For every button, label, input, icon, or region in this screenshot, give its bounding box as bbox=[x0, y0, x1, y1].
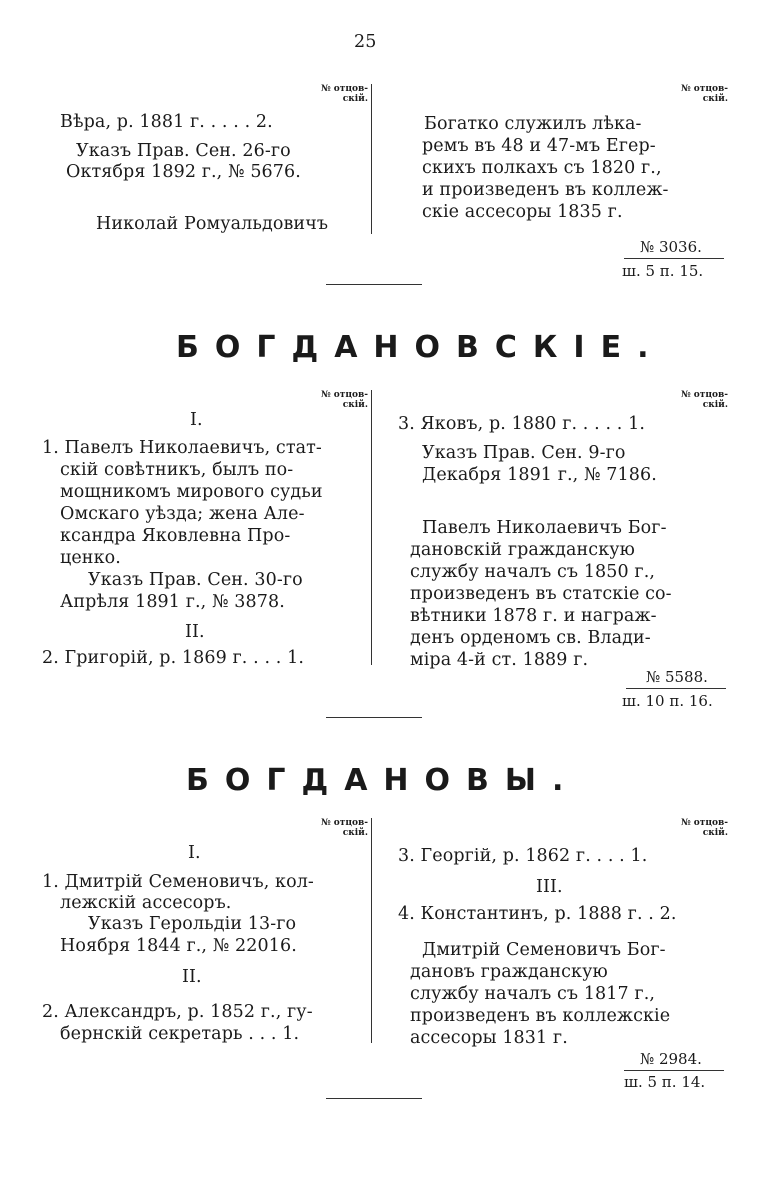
record-number: № 2984. bbox=[640, 1050, 702, 1068]
section-separator bbox=[326, 1098, 422, 1099]
entry-line: 2. Александръ, р. 1852 г., гу- bbox=[42, 1002, 313, 1022]
bio-line: произведенъ въ статскіе со- bbox=[410, 584, 672, 604]
bio-line: вѣтники 1878 г. и награж- bbox=[410, 606, 657, 626]
entry-line: 3. Яковъ, р. 1880 г. . . . . 1. bbox=[398, 414, 645, 434]
vera-entry: Вѣра, р. 1881 г. . . . . 2. bbox=[60, 112, 273, 132]
section-separator bbox=[326, 717, 422, 718]
bio-line: ремъ въ 48 и 47-мъ Егер- bbox=[422, 136, 656, 156]
entry-line: 2. Григорій, р. 1869 г. . . . 1. bbox=[42, 648, 304, 668]
column-divider-top bbox=[371, 84, 372, 234]
column-header-right-top: № отцов- скій. bbox=[680, 84, 728, 104]
generation-numeral: III. bbox=[536, 877, 563, 897]
section-heading: БОГДАНОВСКІЕ. bbox=[176, 330, 665, 365]
ukaz-line: Декабря 1891 г., № 7186. bbox=[422, 465, 657, 485]
ukaz-line: Указъ Герольдіи 13-го bbox=[88, 914, 297, 934]
ukaz-line: Указъ Прав. Сен. 26-го bbox=[76, 141, 291, 161]
bio-line: и произведенъ въ коллеж- bbox=[422, 180, 669, 200]
section-separator bbox=[326, 284, 422, 285]
bio-line: денъ орденомъ св. Влади- bbox=[410, 628, 651, 648]
generation-numeral: II. bbox=[182, 967, 202, 987]
bio-line: Дмитрій Семеновичъ Бог- bbox=[422, 940, 666, 960]
entry-line: 4. Константинъ, р. 1888 г. . 2. bbox=[398, 904, 677, 924]
bio-line: Богатко служилъ лѣка- bbox=[424, 114, 642, 134]
bio-line: дановскій гражданскую bbox=[410, 540, 635, 560]
column-header-left-top: № отцов- скій. bbox=[320, 84, 368, 104]
entry-line: скій совѣтникъ, былъ по- bbox=[60, 460, 294, 480]
column-divider bbox=[371, 818, 372, 1043]
page-number: 25 bbox=[354, 32, 377, 52]
ukaz-line: Ноября 1844 г., № 22016. bbox=[60, 936, 297, 956]
archive-ref: ш. 5 п. 14. bbox=[624, 1073, 706, 1091]
entry-line: лежскій ассесоръ. bbox=[60, 893, 232, 913]
entry-line: бернскій секретарь . . . 1. bbox=[60, 1024, 300, 1044]
record-number: № 5588. bbox=[646, 668, 708, 686]
bio-line: міра 4-й ст. 1889 г. bbox=[410, 650, 589, 670]
rule bbox=[624, 1070, 724, 1071]
entry-line: 1. Павелъ Николаевичъ, стат- bbox=[42, 438, 322, 458]
bio-line: скихъ полкахъ съ 1820 г., bbox=[422, 158, 662, 178]
generation-numeral: I. bbox=[190, 410, 203, 430]
bio-line: дановъ гражданскую bbox=[410, 962, 608, 982]
archive-ref: ш. 10 п. 16. bbox=[622, 692, 713, 710]
bio-line: службу началъ съ 1850 г., bbox=[410, 562, 656, 582]
column-header-left: № отцов- скій. bbox=[320, 390, 368, 410]
person-name: Николай Ромуальдовичъ bbox=[96, 214, 329, 234]
column-header-left: № отцов- скій. bbox=[320, 818, 368, 838]
entry-line: мощникомъ мирового судьи bbox=[60, 482, 323, 502]
record-number: № 3036. bbox=[640, 238, 702, 256]
entry-line: Омскаго уѣзда; жена Але- bbox=[60, 504, 305, 524]
bio-line: службу началъ съ 1817 г., bbox=[410, 984, 656, 1004]
rule bbox=[626, 688, 726, 689]
ukaz-line: Октября 1892 г., № 5676. bbox=[66, 162, 301, 182]
bio-line: ассесоры 1831 г. bbox=[410, 1028, 568, 1048]
entry-line: ксандра Яковлевна Про- bbox=[60, 526, 291, 546]
column-divider bbox=[371, 390, 372, 665]
archive-ref: ш. 5 п. 15. bbox=[622, 262, 704, 280]
column-header-right: № отцов- скій. bbox=[680, 390, 728, 410]
entry-line: 3. Георгій, р. 1862 г. . . . 1. bbox=[398, 846, 648, 866]
generation-numeral: II. bbox=[185, 622, 205, 642]
bio-line: Павелъ Николаевичъ Бог- bbox=[422, 518, 667, 538]
entry-line: 1. Дмитрій Семеновичъ, кол- bbox=[42, 872, 314, 892]
bio-line: скіе ассесоры 1835 г. bbox=[422, 202, 623, 222]
generation-numeral: I. bbox=[188, 843, 201, 863]
ukaz-line: Указъ Прав. Сен. 9-го bbox=[422, 443, 626, 463]
column-header-right: № отцов- скій. bbox=[680, 818, 728, 838]
entry-line: ценко. bbox=[60, 548, 121, 568]
section-heading: БОГДАНОВЫ. bbox=[186, 763, 580, 798]
ukaz-line: Указъ Прав. Сен. 30-го bbox=[88, 570, 303, 590]
bio-line: произведенъ въ коллежскіе bbox=[410, 1006, 671, 1026]
ukaz-line: Апрѣля 1891 г., № 3878. bbox=[60, 592, 285, 612]
rule bbox=[624, 258, 724, 259]
